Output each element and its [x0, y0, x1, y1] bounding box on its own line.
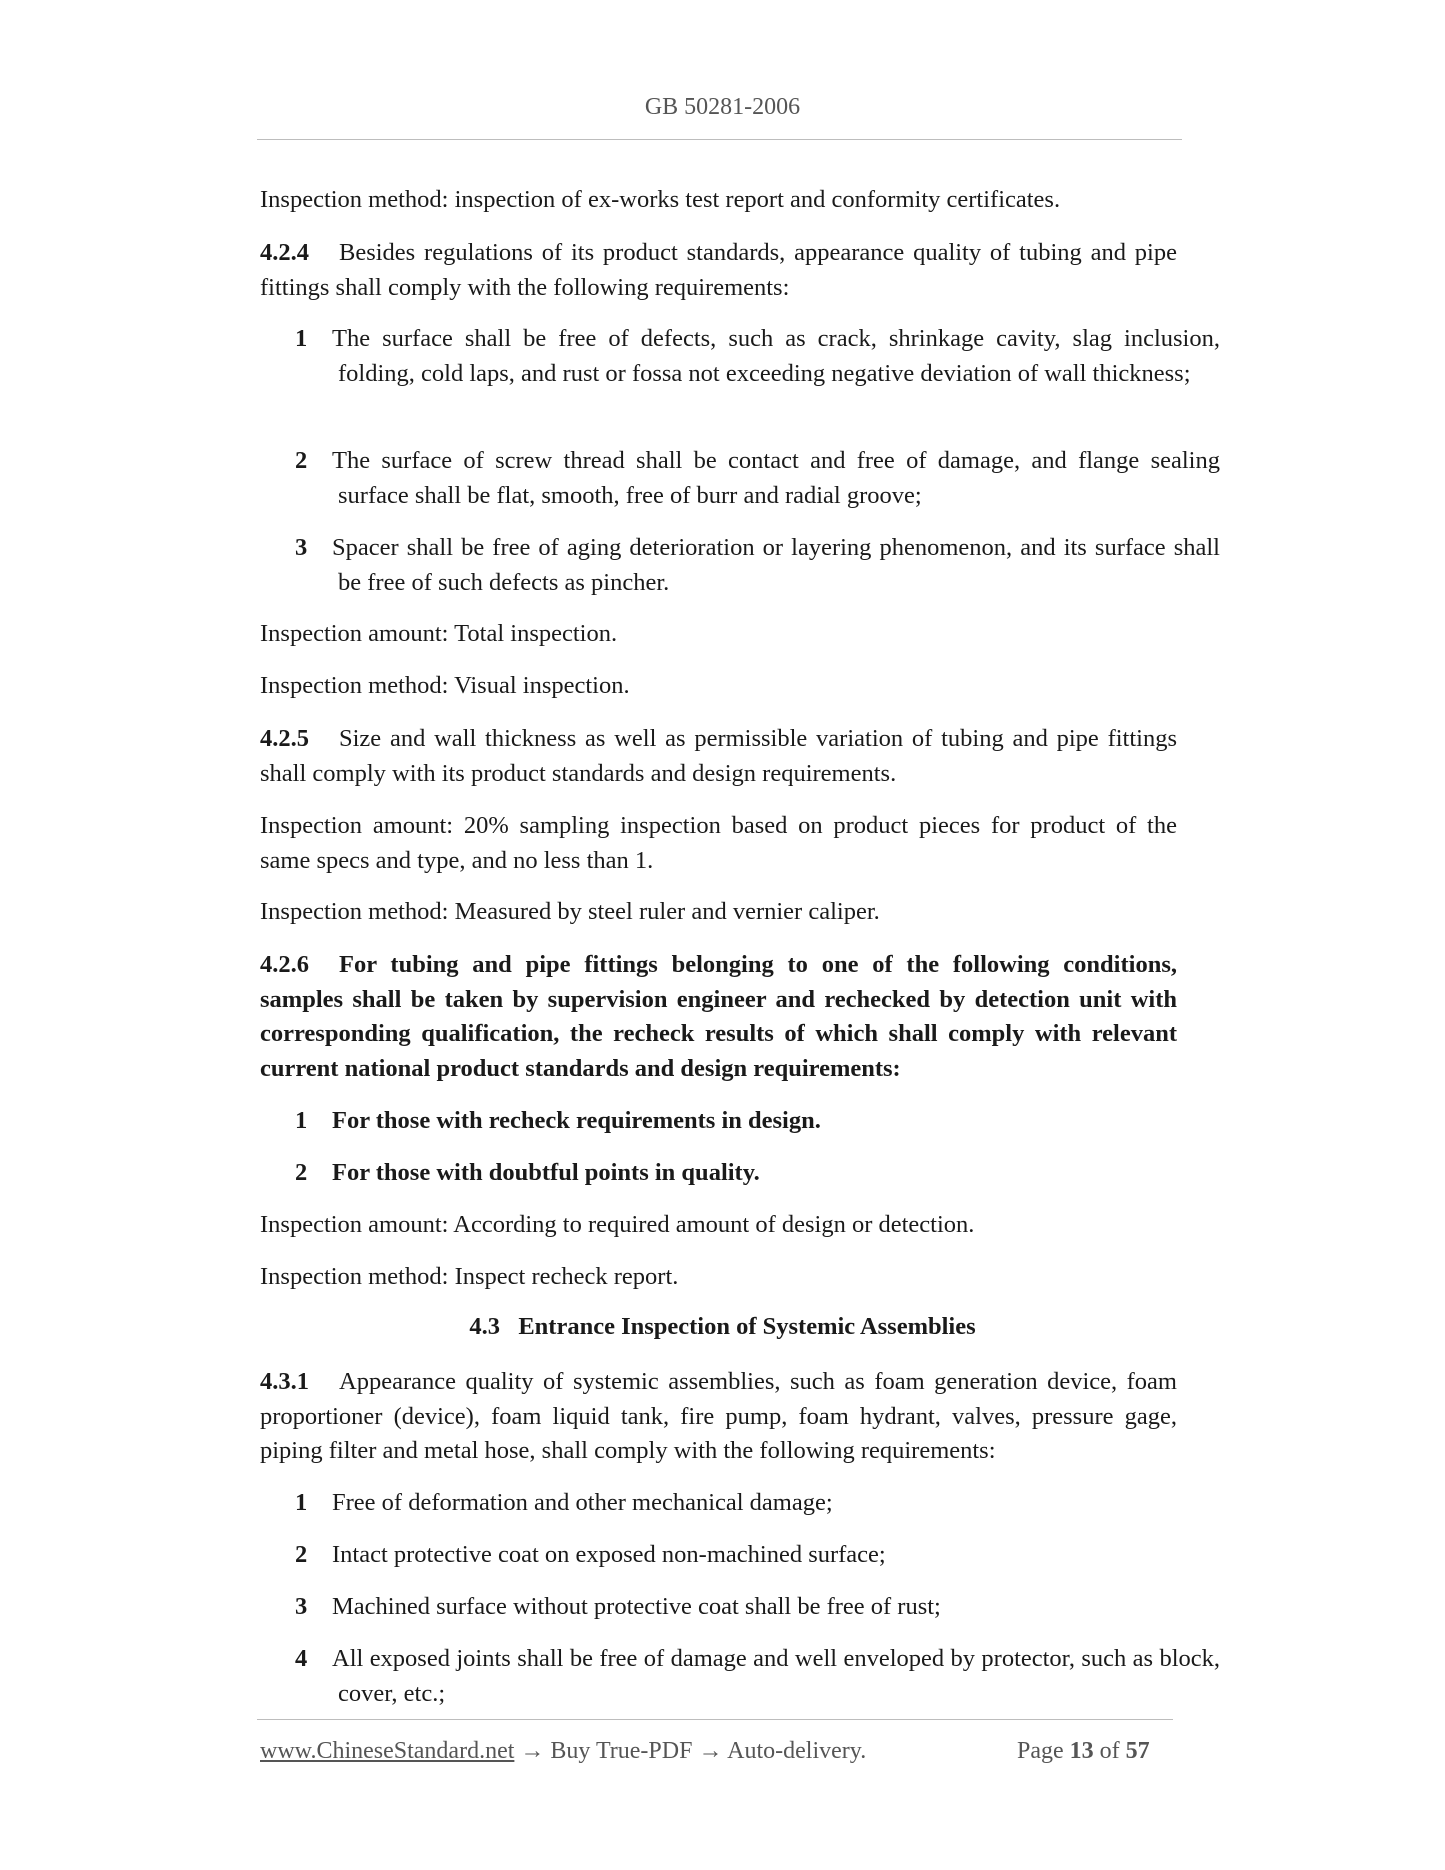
clause-text: Size and wall thickness as well as permissible variation of tubing and pipe fittings shall comply with its product standards and design requirements.: [260, 725, 1177, 787]
list-item-text: For those with doubtful points in quality.: [332, 1159, 760, 1186]
list-item-number: 3: [295, 1593, 308, 1620]
inspection-method-paragraph: Inspection method: Measured by steel ruler and vernier caliper.: [260, 898, 880, 925]
list-item-text: All exposed joints shall be free of damage and well enveloped by protector, such as block, cover, etc.;: [332, 1645, 1220, 1707]
clause-4-2-6: [260, 948, 1177, 1087]
list-item-text: Intact protective coat on exposed non-machined surface;: [332, 1541, 886, 1568]
page-indicator: [1017, 1738, 1150, 1765]
list-item-text: Machined surface without protective coat shall be free of rust;: [332, 1593, 941, 1620]
list-item-number: 3: [295, 534, 308, 561]
inspection-method-paragraph: Inspection method: inspection of ex-works test report and conformity certificates.: [260, 186, 1061, 213]
list-item: [295, 1538, 1220, 1573]
list-item-text: The surface of screw thread shall be contact and free of damage, and flange sealing surface shall be flat, smooth, free of burr and radial groove;: [332, 447, 1220, 509]
inspection-amount-paragraph: Inspection amount: Total inspection.: [260, 620, 618, 647]
clause-text: For tubing and pipe fittings belonging to one of the following conditions, samples shall be taken by supervision engineer and rechecked by detection unit with corresponding qualification, the recheck results of which shall comply with relevant current national product standards and design requirements:: [260, 951, 1177, 1083]
inspection-amount-paragraph: Inspection amount: 20% sampling inspection based on product pieces for product of the same specs and type, and no less than 1.: [260, 812, 1177, 874]
clause-number: 4.3.1: [260, 1368, 309, 1395]
footer-divider: [257, 1719, 1173, 1720]
section-heading: [0, 1313, 1445, 1341]
section-number: 4.3: [469, 1313, 500, 1340]
list-item-text: Spacer shall be free of aging deterioration or layering phenomenon, and its surface shall be free of such defects as pincher.: [332, 534, 1220, 596]
list-item-number: 2: [295, 1159, 308, 1186]
list-item: [295, 531, 1220, 600]
clause-4-2-5: [260, 722, 1177, 791]
inspection-amount-paragraph: Inspection amount: According to required amount of design or detection.: [260, 1211, 975, 1238]
footer-links: [260, 1738, 866, 1765]
list-item: [295, 322, 1220, 391]
inspection-method-paragraph: Inspection method: Visual inspection.: [260, 672, 630, 699]
clause-4-3-1: [260, 1365, 1177, 1469]
document-header: GB 50281-2006: [644, 94, 801, 120]
page-number: 13: [1069, 1738, 1094, 1764]
clause-4-2-4: [260, 236, 1177, 305]
clause-number: 4.2.4: [260, 239, 309, 266]
list-item: [295, 1104, 1220, 1139]
buy-pdf-text: Buy True-PDF: [550, 1738, 693, 1764]
section-title: Entrance Inspection of Systemic Assemblies: [518, 1313, 976, 1340]
list-item-number: 1: [295, 325, 308, 352]
of-label: of: [1099, 1738, 1120, 1764]
list-item-text: The surface shall be free of defects, such as crack, shrinkage cavity, slag inclusion, folding, cold laps, and rust or fossa not exceeding negative deviation of wall thickness;: [332, 325, 1220, 387]
clause-number: 4.2.6: [260, 951, 309, 978]
clause-text: Besides regulations of its product standards, appearance quality of tubing and pipe fittings shall comply with the following requirements:: [260, 239, 1177, 301]
list-item-number: 1: [295, 1489, 308, 1516]
list-item: [295, 1590, 1220, 1625]
list-item-number: 2: [295, 1541, 308, 1568]
clause-number: 4.2.5: [260, 725, 309, 752]
page-label: Page: [1017, 1738, 1064, 1764]
arrow-icon: →: [520, 1738, 545, 1764]
list-item: [295, 1642, 1220, 1711]
list-item-number: 4: [295, 1645, 308, 1672]
header-divider: [257, 139, 1182, 140]
clause-text: Appearance quality of systemic assemblies, such as foam generation device, foam proportioner (device), foam liquid tank, fire pump, foam hydrant, valves, pressure gage, piping filter and metal hose, shall comply with the following requirements:: [260, 1368, 1177, 1465]
website-link[interactable]: www.ChineseStandard.net: [260, 1738, 515, 1764]
list-item-number: 2: [295, 447, 308, 474]
list-item: [295, 1156, 1220, 1191]
arrow-icon: →: [698, 1738, 723, 1764]
auto-delivery-text: Auto-delivery.: [727, 1738, 867, 1764]
inspection-method-paragraph: Inspection method: Inspect recheck report.: [260, 1263, 679, 1290]
page-total: 57: [1125, 1738, 1150, 1764]
list-item-number: 1: [295, 1107, 308, 1134]
list-item-text: Free of deformation and other mechanical damage;: [332, 1489, 833, 1516]
list-item: [295, 1486, 1220, 1521]
list-item: [295, 444, 1220, 513]
list-item-text: For those with recheck requirements in design.: [332, 1107, 821, 1134]
